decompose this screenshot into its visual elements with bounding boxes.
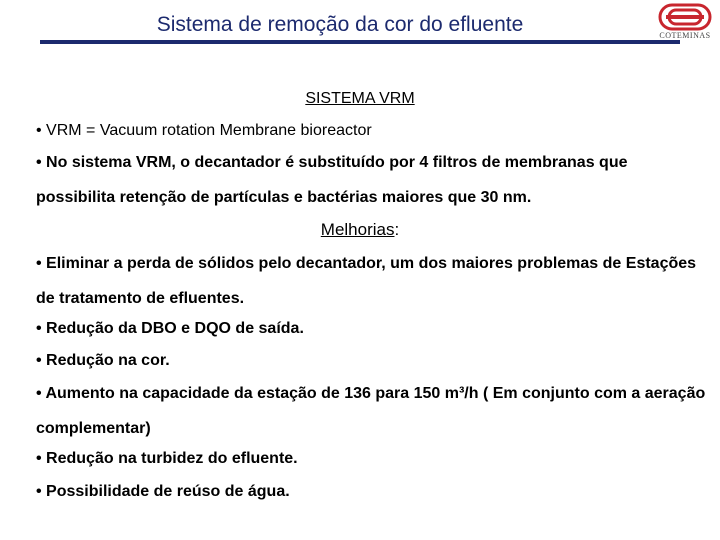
bullet-improvement-reuse: • Possibilidade de reúso de água. [36, 483, 290, 500]
slide-title: Sistema de remoção da cor do efluente [156, 13, 524, 36]
bullet-improvement-capacity: • Aumento na capacidade da estação de 136 para 150 m³/h ( Em conjunto com a aeração complementar) [36, 385, 706, 437]
bullet-vrm-definition: • VRM = Vacuum rotation Membrane bioreactor [36, 122, 372, 139]
section-heading-vrm: SISTEMA VRM [305, 90, 415, 107]
improvements-colon: : [394, 220, 400, 239]
logo-wordmark: COTEMINAS [659, 31, 711, 40]
section-heading-improvements [0, 220, 720, 240]
improvements-label: Melhorias [320, 220, 395, 239]
bullet-improvement-solids: • Eliminar a perda de sólidos pelo decantador, um dos maiores problemas de Estações de tratamento de efluentes. [36, 255, 697, 307]
title-underline [40, 40, 680, 44]
bullet-vrm-description: • No sistema VRM, o decantador é substituído por 4 filtros de membranas que possibilita retenção de partículas e bactérias maiores que 30 nm. [36, 154, 628, 206]
bullet-improvement-turbidity: • Redução na turbidez do efluente. [36, 450, 298, 467]
bullet-improvement-dbo: • Redução da DBO e DQO de saída. [36, 320, 304, 337]
logo-mark-icon [652, 2, 718, 32]
bullet-improvement-color: • Redução na cor. [36, 352, 170, 369]
company-logo [652, 2, 718, 40]
